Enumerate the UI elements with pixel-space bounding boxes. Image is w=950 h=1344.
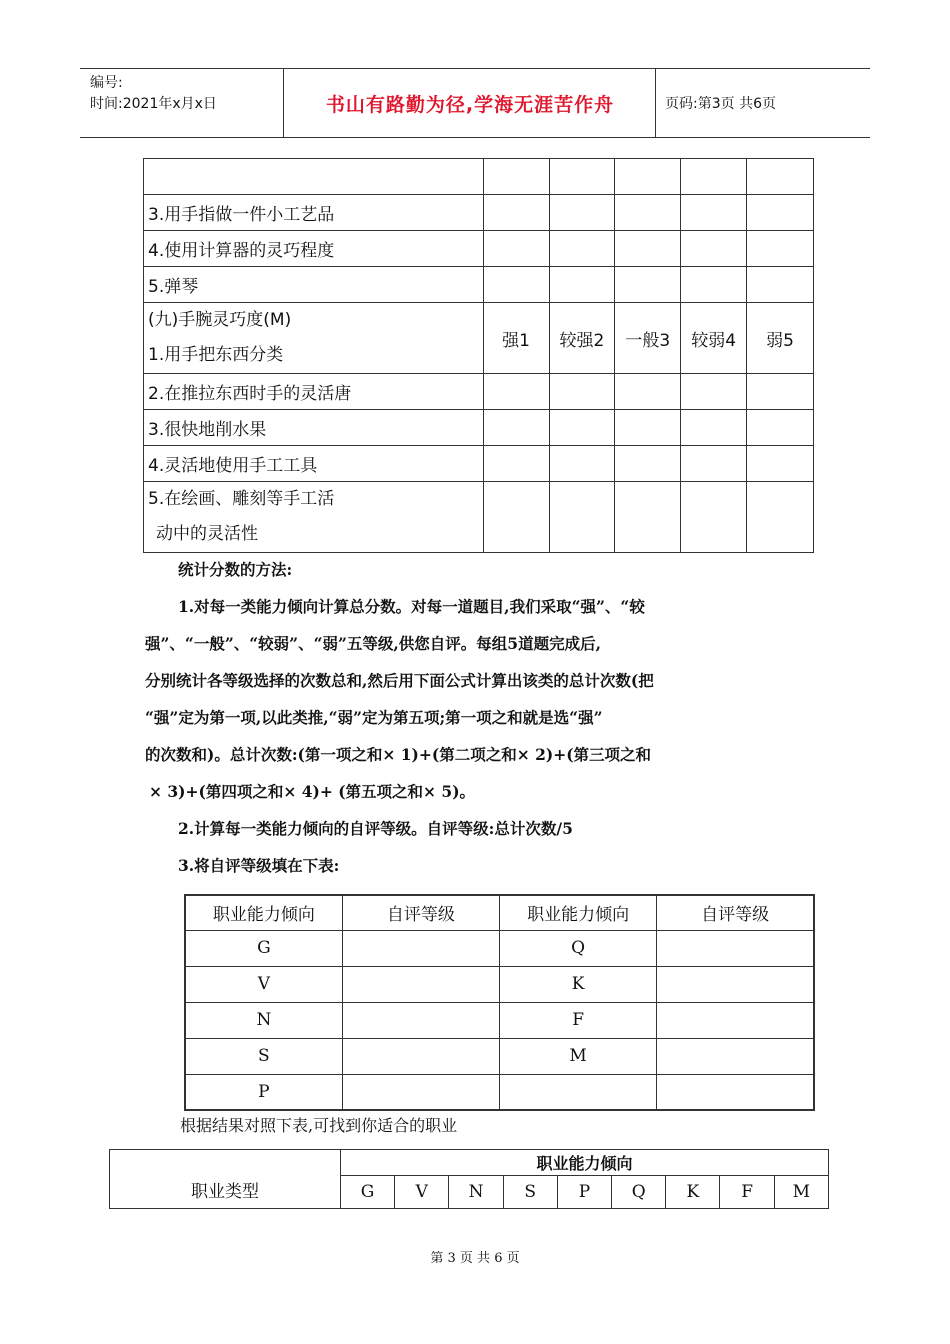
rating-cell[interactable] xyxy=(681,267,747,303)
rating-cell[interactable] xyxy=(615,195,681,231)
rating-cell[interactable] xyxy=(615,231,681,267)
scale-label: 较弱4 xyxy=(681,303,747,374)
table-row xyxy=(144,482,814,553)
rating-cell[interactable] xyxy=(615,410,681,446)
method-line: 的次数和)。总计次数:(第一项之和× 1)+(第二项之和× 2)+(第三项之和 xyxy=(145,745,652,764)
scale-label: 较强2 xyxy=(549,303,615,374)
rating-cell[interactable] xyxy=(615,159,681,195)
rating-cell[interactable] xyxy=(615,267,681,303)
table-row xyxy=(185,1074,814,1110)
column-header: 职业能力倾向 xyxy=(185,895,342,930)
grade-cell[interactable] xyxy=(342,1002,499,1038)
column-header: 自评等级 xyxy=(342,895,499,930)
aptitude-header: 职业能力倾向 xyxy=(340,1150,828,1176)
occupation-type-header: 职业类型 xyxy=(110,1150,341,1209)
aptitude-code-header: K xyxy=(666,1176,720,1209)
rating-cell[interactable] xyxy=(549,231,615,267)
table-row xyxy=(144,374,814,410)
aptitude-code-header: G xyxy=(340,1176,394,1209)
table-row xyxy=(144,410,814,446)
grade-cell[interactable] xyxy=(342,1074,499,1110)
item-text: 5.弹琴 xyxy=(144,267,484,303)
rating-cell[interactable] xyxy=(549,267,615,303)
section-title: (九)手腕灵巧度(M) xyxy=(148,310,292,330)
rating-cell[interactable] xyxy=(483,482,549,553)
aptitude-code: G xyxy=(185,930,342,966)
item-text-multiline xyxy=(144,482,484,553)
rating-cell[interactable] xyxy=(549,195,615,231)
grade-cell[interactable] xyxy=(657,1074,814,1110)
rating-cell[interactable] xyxy=(681,159,747,195)
rating-cell[interactable] xyxy=(483,374,549,410)
aptitude-code: F xyxy=(500,1002,657,1038)
item-text: 动中的灵活性 xyxy=(156,524,258,544)
rating-cell[interactable] xyxy=(615,446,681,482)
aptitude-code: K xyxy=(500,966,657,1002)
page-header xyxy=(80,68,870,138)
table-row xyxy=(144,195,814,231)
method-line: 强”、“一般”、“较弱”、“弱”五等级,供您自评。每组5道题完成后, xyxy=(145,634,601,653)
item-text: 1.用手把东西分类 xyxy=(148,345,284,365)
table-header-row xyxy=(110,1150,829,1176)
grade-cell[interactable] xyxy=(657,1038,814,1074)
method-line: 分别统计各等级选择的次数总和,然后用下面公式计算出该类的总计次数(把 xyxy=(145,671,654,690)
rating-cell[interactable] xyxy=(483,231,549,267)
rating-cell[interactable] xyxy=(747,159,814,195)
table-row xyxy=(144,303,814,374)
rating-cell[interactable] xyxy=(681,446,747,482)
column-header: 自评等级 xyxy=(657,895,814,930)
rating-cell[interactable] xyxy=(549,410,615,446)
column-header: 职业能力倾向 xyxy=(500,895,657,930)
aptitude-code-header: P xyxy=(557,1176,611,1209)
rating-cell[interactable] xyxy=(681,374,747,410)
aptitude-code xyxy=(500,1074,657,1110)
header-page-code: 页码:第3页 共6页 xyxy=(665,96,776,112)
item-text: 5.在绘画、雕刻等手工活 xyxy=(148,489,335,509)
rating-cell[interactable] xyxy=(483,410,549,446)
aptitude-code-header: Q xyxy=(612,1176,666,1209)
aptitude-code-header: M xyxy=(774,1176,828,1209)
method-title: 统计分数的方法: xyxy=(178,560,293,579)
aptitude-code-header: V xyxy=(395,1176,449,1209)
aptitude-code: N xyxy=(185,1002,342,1038)
rating-cell[interactable] xyxy=(483,446,549,482)
rating-cell[interactable] xyxy=(483,267,549,303)
aptitude-code-header: N xyxy=(449,1176,503,1209)
grade-cell[interactable] xyxy=(342,930,499,966)
item-text: 3.用手指做一件小工艺品 xyxy=(144,195,484,231)
rating-cell[interactable] xyxy=(549,374,615,410)
table-row xyxy=(144,231,814,267)
rating-cell[interactable] xyxy=(747,195,814,231)
self-rating-table xyxy=(184,894,815,1111)
table-row xyxy=(185,930,814,966)
aptitude-code-header: S xyxy=(503,1176,557,1209)
method-line: “强”定为第一项,以此类推,“弱”定为第五项;第一项之和就是选“强” xyxy=(145,708,603,727)
rating-cell[interactable] xyxy=(681,410,747,446)
rating-cell[interactable] xyxy=(747,231,814,267)
method-line: 1.对每一类能力倾向计算总分数。对每一道题目,我们采取“强”、“较 xyxy=(178,597,645,616)
time-label: 时间:2021年x月x日 xyxy=(90,96,217,112)
aptitude-code: P xyxy=(185,1074,342,1110)
rating-cell[interactable] xyxy=(549,482,615,553)
scale-label: 弱5 xyxy=(747,303,814,374)
rating-cell[interactable] xyxy=(747,267,814,303)
table-row xyxy=(185,1038,814,1074)
item-text: 4.灵活地使用手工工具 xyxy=(144,446,484,482)
grade-cell[interactable] xyxy=(657,966,814,1002)
rating-cell[interactable] xyxy=(549,446,615,482)
aptitude-code: S xyxy=(185,1038,342,1074)
rating-cell[interactable] xyxy=(747,410,814,446)
table-row xyxy=(144,446,814,482)
aptitude-code: V xyxy=(185,966,342,1002)
scale-label: 一般3 xyxy=(615,303,681,374)
rating-cell[interactable] xyxy=(681,231,747,267)
aptitude-code: M xyxy=(500,1038,657,1074)
rating-table xyxy=(143,158,814,553)
header-meta xyxy=(90,73,217,115)
rating-cell[interactable] xyxy=(483,159,549,195)
rating-cell[interactable] xyxy=(747,374,814,410)
section-header xyxy=(144,303,484,374)
aptitude-code: Q xyxy=(500,930,657,966)
rating-cell[interactable] xyxy=(681,482,747,553)
method-step: 2.计算每一类能力倾向的自评等级。自评等级:总计次数/5 xyxy=(178,819,573,838)
rating-cell[interactable] xyxy=(483,195,549,231)
page-footer: 第 3 页 共 6 页 xyxy=(430,1251,520,1266)
grade-cell[interactable] xyxy=(342,966,499,1002)
number-label: 编号: xyxy=(90,75,123,91)
table-header-row xyxy=(185,895,814,930)
method-line: × 3)+(第四项之和× 4)+ (第五项之和× 5)。 xyxy=(149,782,476,801)
grade-cell[interactable] xyxy=(342,1038,499,1074)
item-text: 4.使用计算器的灵巧程度 xyxy=(144,231,484,267)
table-row xyxy=(144,159,814,195)
rating-cell[interactable] xyxy=(615,374,681,410)
item-text: 2.在推拉东西时手的灵活唐 xyxy=(144,374,484,410)
method-section xyxy=(145,551,805,884)
table-row xyxy=(185,1002,814,1038)
item-text: 3.很快地削水果 xyxy=(144,410,484,446)
header-divider xyxy=(655,69,656,137)
rating-cell[interactable] xyxy=(615,482,681,553)
method-step: 3.将自评等级填在下表: xyxy=(178,856,340,875)
rating-cell[interactable] xyxy=(681,195,747,231)
item-text xyxy=(144,159,484,195)
occupation-table xyxy=(109,1149,829,1209)
header-divider xyxy=(283,69,284,137)
instruction-note: 根据结果对照下表,可找到你适合的职业 xyxy=(180,1116,458,1135)
rating-cell[interactable] xyxy=(747,482,814,553)
grade-cell[interactable] xyxy=(657,930,814,966)
header-motto: 书山有路勤为径,学海无涯苦作舟 xyxy=(325,93,615,116)
grade-cell[interactable] xyxy=(657,1002,814,1038)
table-row xyxy=(185,966,814,1002)
table-row xyxy=(144,267,814,303)
rating-cell[interactable] xyxy=(747,446,814,482)
scale-label: 强1 xyxy=(483,303,549,374)
rating-cell[interactable] xyxy=(549,159,615,195)
aptitude-code-header: F xyxy=(720,1176,774,1209)
